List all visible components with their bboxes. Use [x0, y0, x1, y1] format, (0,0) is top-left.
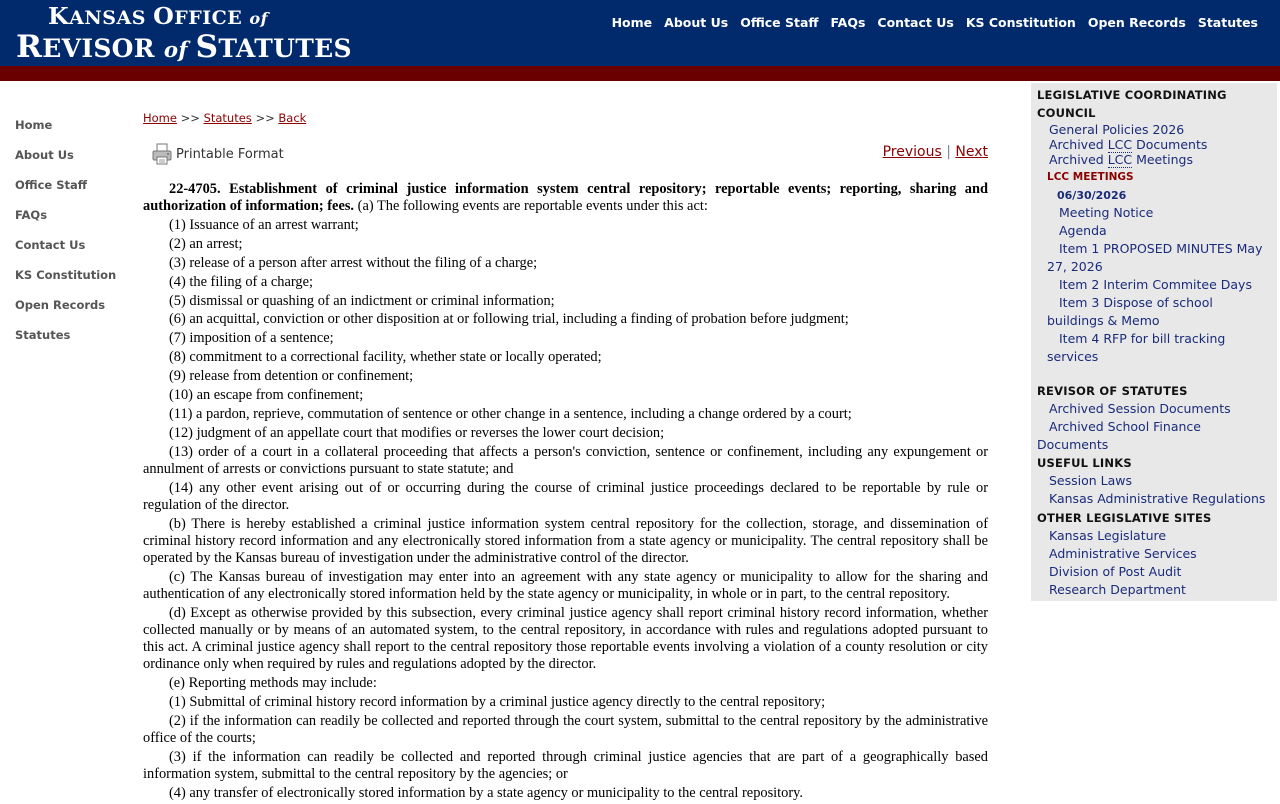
top-nav-about-us[interactable]: About Us: [664, 15, 729, 30]
other-sites-heading: OTHER LEGISLATIVE SITES: [1037, 511, 1212, 525]
statute-paragraph: (1) Issuance of an arrest warrant;: [169, 216, 359, 233]
left-nav-about-us[interactable]: About Us: [15, 148, 74, 162]
archived-school-finance-link[interactable]: Archived School Finance: [1049, 419, 1201, 434]
printer-icon: [151, 143, 173, 165]
logo-letter: O: [153, 2, 175, 30]
statute-number: 22-4705.: [169, 181, 221, 197]
general-policies-link[interactable]: General Policies 2026: [1049, 122, 1185, 137]
revisor-heading: REVISOR OF STATUTES: [1037, 384, 1188, 398]
top-nav-contact-us[interactable]: Contact Us: [877, 15, 954, 30]
statute-paragraph: (7) imposition of a sentence;: [169, 330, 334, 347]
statute-paragraph: (4) any transfer of electronically stored information by a state agency or municipality to the central repository.: [169, 784, 804, 801]
statute-paragraph: (13) order of a court in a collateral proceeding that affects a person's conviction, sentence or confinement, including any expungement or annulment of arrests or convictions pursuant to state statute; and: [143, 443, 988, 477]
left-nav-faqs[interactable]: FAQs: [15, 208, 48, 222]
session-laws-link[interactable]: Session Laws: [1049, 473, 1133, 488]
top-nav-faqs[interactable]: FAQs: [830, 15, 866, 30]
breadcrumb: [143, 111, 988, 125]
site-logo-line2[interactable]: [16, 29, 352, 65]
site-header: [0, 0, 1280, 66]
top-nav-statutes[interactable]: Statutes: [1197, 15, 1258, 30]
statute-text: [143, 181, 988, 802]
top-nav-office-staff[interactable]: Office Staff: [740, 15, 819, 30]
statute-paragraph: (9) release from detention or confinement;: [169, 368, 414, 385]
main-content: [143, 111, 988, 804]
left-nav: [15, 118, 116, 358]
next-link[interactable]: Next: [955, 144, 988, 160]
breadcrumb-separator: >>: [176, 111, 204, 125]
statute-items: [143, 217, 988, 802]
header-accent-bar: [0, 66, 1280, 81]
kansas-legislature-link[interactable]: Kansas Legislature: [1049, 528, 1167, 543]
previous-link[interactable]: Previous: [882, 144, 942, 160]
lcc-heading: LEGISLATIVE COORDINATING: [1037, 88, 1227, 102]
meeting-date: 06/30/2026: [1057, 189, 1127, 202]
item1-link[interactable]: Item 1 PROPOSED MINUTES May: [1059, 241, 1263, 256]
item4-link-cont[interactable]: services: [1047, 349, 1099, 364]
item2-link[interactable]: Item 2 Interim Commitee Days: [1059, 277, 1252, 292]
lcc-meetings-heading: LCC MEETINGS: [1047, 171, 1134, 183]
archived-session-documents-link[interactable]: Archived Session Documents: [1049, 401, 1231, 416]
lcc-abbreviation: LCC: [1107, 152, 1133, 167]
statute-paragraph: (6) an acquittal, conviction or other disposition at or following trial, including a finding of probation before judgment;: [169, 311, 849, 328]
statute-paragraph: (3) if the information can readily be collected and reported through criminal justice agencies that are part of a geographically based information system, submittal to the central repository by the agencies; or: [143, 748, 988, 782]
item3-link-cont[interactable]: buildings & Memo: [1047, 313, 1160, 328]
statute-paragraph: (2) an arrest;: [169, 235, 243, 252]
archived-lcc-meetings-link[interactable]: [1049, 152, 1193, 167]
logo-of: of: [163, 38, 196, 63]
breadcrumb-home[interactable]: Home: [143, 111, 177, 125]
statute-title: Establishment of criminal justice information system central repository; reportable events; reporting, sharing and authorization of information; fees.: [143, 181, 988, 215]
left-nav-open-records[interactable]: Open Records: [15, 298, 106, 312]
left-nav-home[interactable]: Home: [15, 118, 53, 132]
item4-link[interactable]: Item 4 RFP for bill tracking: [1059, 331, 1226, 346]
left-nav-ks-constitution[interactable]: KS Constitution: [15, 268, 117, 282]
useful-links-heading: USEFUL LINKS: [1037, 456, 1132, 470]
documents-label: Documents: [1132, 137, 1208, 152]
printable-format-label: Printable Format: [176, 146, 284, 162]
statute-paragraph: (2) if the information can readily be collected and reported through the court system, submittal to the central repository by the administrative office of the courts;: [143, 712, 988, 746]
left-nav-office-staff[interactable]: Office Staff: [15, 178, 88, 192]
archived-lcc-documents-link[interactable]: [1049, 137, 1207, 152]
item3-link[interactable]: Item 3 Dispose of school: [1059, 295, 1213, 310]
breadcrumb-back[interactable]: Back: [278, 111, 307, 125]
prev-next-separator: |: [941, 144, 956, 160]
logo-letter: K: [48, 2, 70, 30]
statute-paragraph: (b) There is hereby established a criminal justice information system central repository for the collection, storage, and dissemination of criminal history record information and any electronically stored information from a state agency or municipality. The central repository shall be operated by the Kansas bureau of investigation under the administrative control of the director.: [143, 515, 988, 566]
meetings-label: Meetings: [1132, 152, 1193, 167]
site-logo-line1[interactable]: [48, 2, 268, 30]
statute-paragraph: (c) The Kansas bureau of investigation may enter into an agreement with any state agency or municipality to allow for the sharing and authentication of any electronically stored information held by the state agency or municipality, in whole or in part, to the central repository.: [143, 568, 988, 602]
statute-toolbar: [143, 139, 988, 179]
logo-text: ANSAS: [69, 7, 154, 29]
top-nav-home[interactable]: Home: [611, 15, 653, 30]
prev-next-nav: [883, 144, 988, 160]
statute-paragraph: (e) Reporting methods may include:: [169, 674, 377, 691]
left-nav-statutes[interactable]: Statutes: [15, 328, 71, 342]
administrative-services-link[interactable]: Administrative Services: [1049, 546, 1197, 561]
logo-of: of: [249, 9, 269, 28]
breadcrumb-statutes[interactable]: Statutes: [203, 111, 252, 125]
printable-format-link[interactable]: [151, 143, 284, 165]
statute-paragraph: (11) a pardon, reprieve, commutation of sentence or other change in a sentence, including a change ordered by a court;: [169, 405, 852, 422]
archived-label: Archived: [1049, 152, 1108, 167]
agenda-link[interactable]: Agenda: [1059, 223, 1107, 238]
statute-paragraph: (14) any other event arising out of or occurring during the course of criminal justice proceedings declared to be reportable by rule or regulation of the director.: [143, 479, 988, 513]
item1-link-cont[interactable]: 27, 2026: [1047, 259, 1103, 274]
archived-label: Archived: [1049, 137, 1108, 152]
statute-paragraph: (4) the filing of a charge;: [169, 273, 313, 290]
logo-letter: S: [195, 29, 219, 65]
top-nav-open-records[interactable]: Open Records: [1087, 15, 1186, 30]
logo-text: TATUTES: [218, 34, 352, 63]
right-sidebar: [1031, 83, 1277, 601]
lcc-heading-cont: COUNCIL: [1037, 106, 1096, 120]
statute-paragraph: (8) commitment to a correctional facility, whether state or locally operated;: [169, 349, 602, 366]
left-nav-contact-us[interactable]: Contact Us: [15, 238, 86, 252]
meeting-notice-link[interactable]: Meeting Notice: [1059, 205, 1154, 220]
statute-heading-paragraph: [143, 181, 988, 215]
archived-school-finance-link-cont[interactable]: Documents: [1037, 437, 1109, 452]
top-nav: [612, 15, 1258, 30]
statute-paragraph: (12) judgment of an appellate court that modifies or reverses the lower court decision;: [169, 424, 665, 441]
logo-text: EVISOR: [42, 34, 164, 63]
statute-paragraph: (3) release of a person after arrest without the filing of a charge;: [169, 254, 538, 271]
top-nav-ks-constitution[interactable]: KS Constitution: [965, 15, 1076, 30]
logo-letter: R: [16, 29, 43, 65]
breadcrumb-separator: >>: [251, 111, 279, 125]
statute-paragraph: (5) dismissal or quashing of an indictment or criminal information;: [169, 292, 555, 309]
research-department-link[interactable]: Research Department: [1049, 582, 1186, 597]
logo-text: FFICE: [174, 7, 250, 29]
kansas-admin-regulations-link[interactable]: Kansas Administrative Regulations: [1049, 491, 1266, 506]
lcc-abbreviation: LCC: [1107, 137, 1133, 152]
post-audit-link[interactable]: Division of Post Audit: [1049, 564, 1182, 579]
statute-paragraph: (d) Except as otherwise provided by this subsection, every criminal justice agency shall report criminal history record information, whether collected manually or by means of an automated system, to the central repository, in accordance with rules and regulations adopted pursuant to this act. A criminal justice agency shall report to the central repository those reportable events involving a violation of a county resolution or city ordinance only when required by rules and regulations adopted by the director.: [143, 604, 988, 672]
statute-paragraph: (1) Submittal of criminal history record information by a criminal justice agency directly to the central repository;: [169, 693, 826, 710]
statute-paragraph: (10) an escape from confinement;: [169, 387, 364, 403]
statute-intro: (a) The following events are reportable events under this act:: [357, 198, 708, 215]
